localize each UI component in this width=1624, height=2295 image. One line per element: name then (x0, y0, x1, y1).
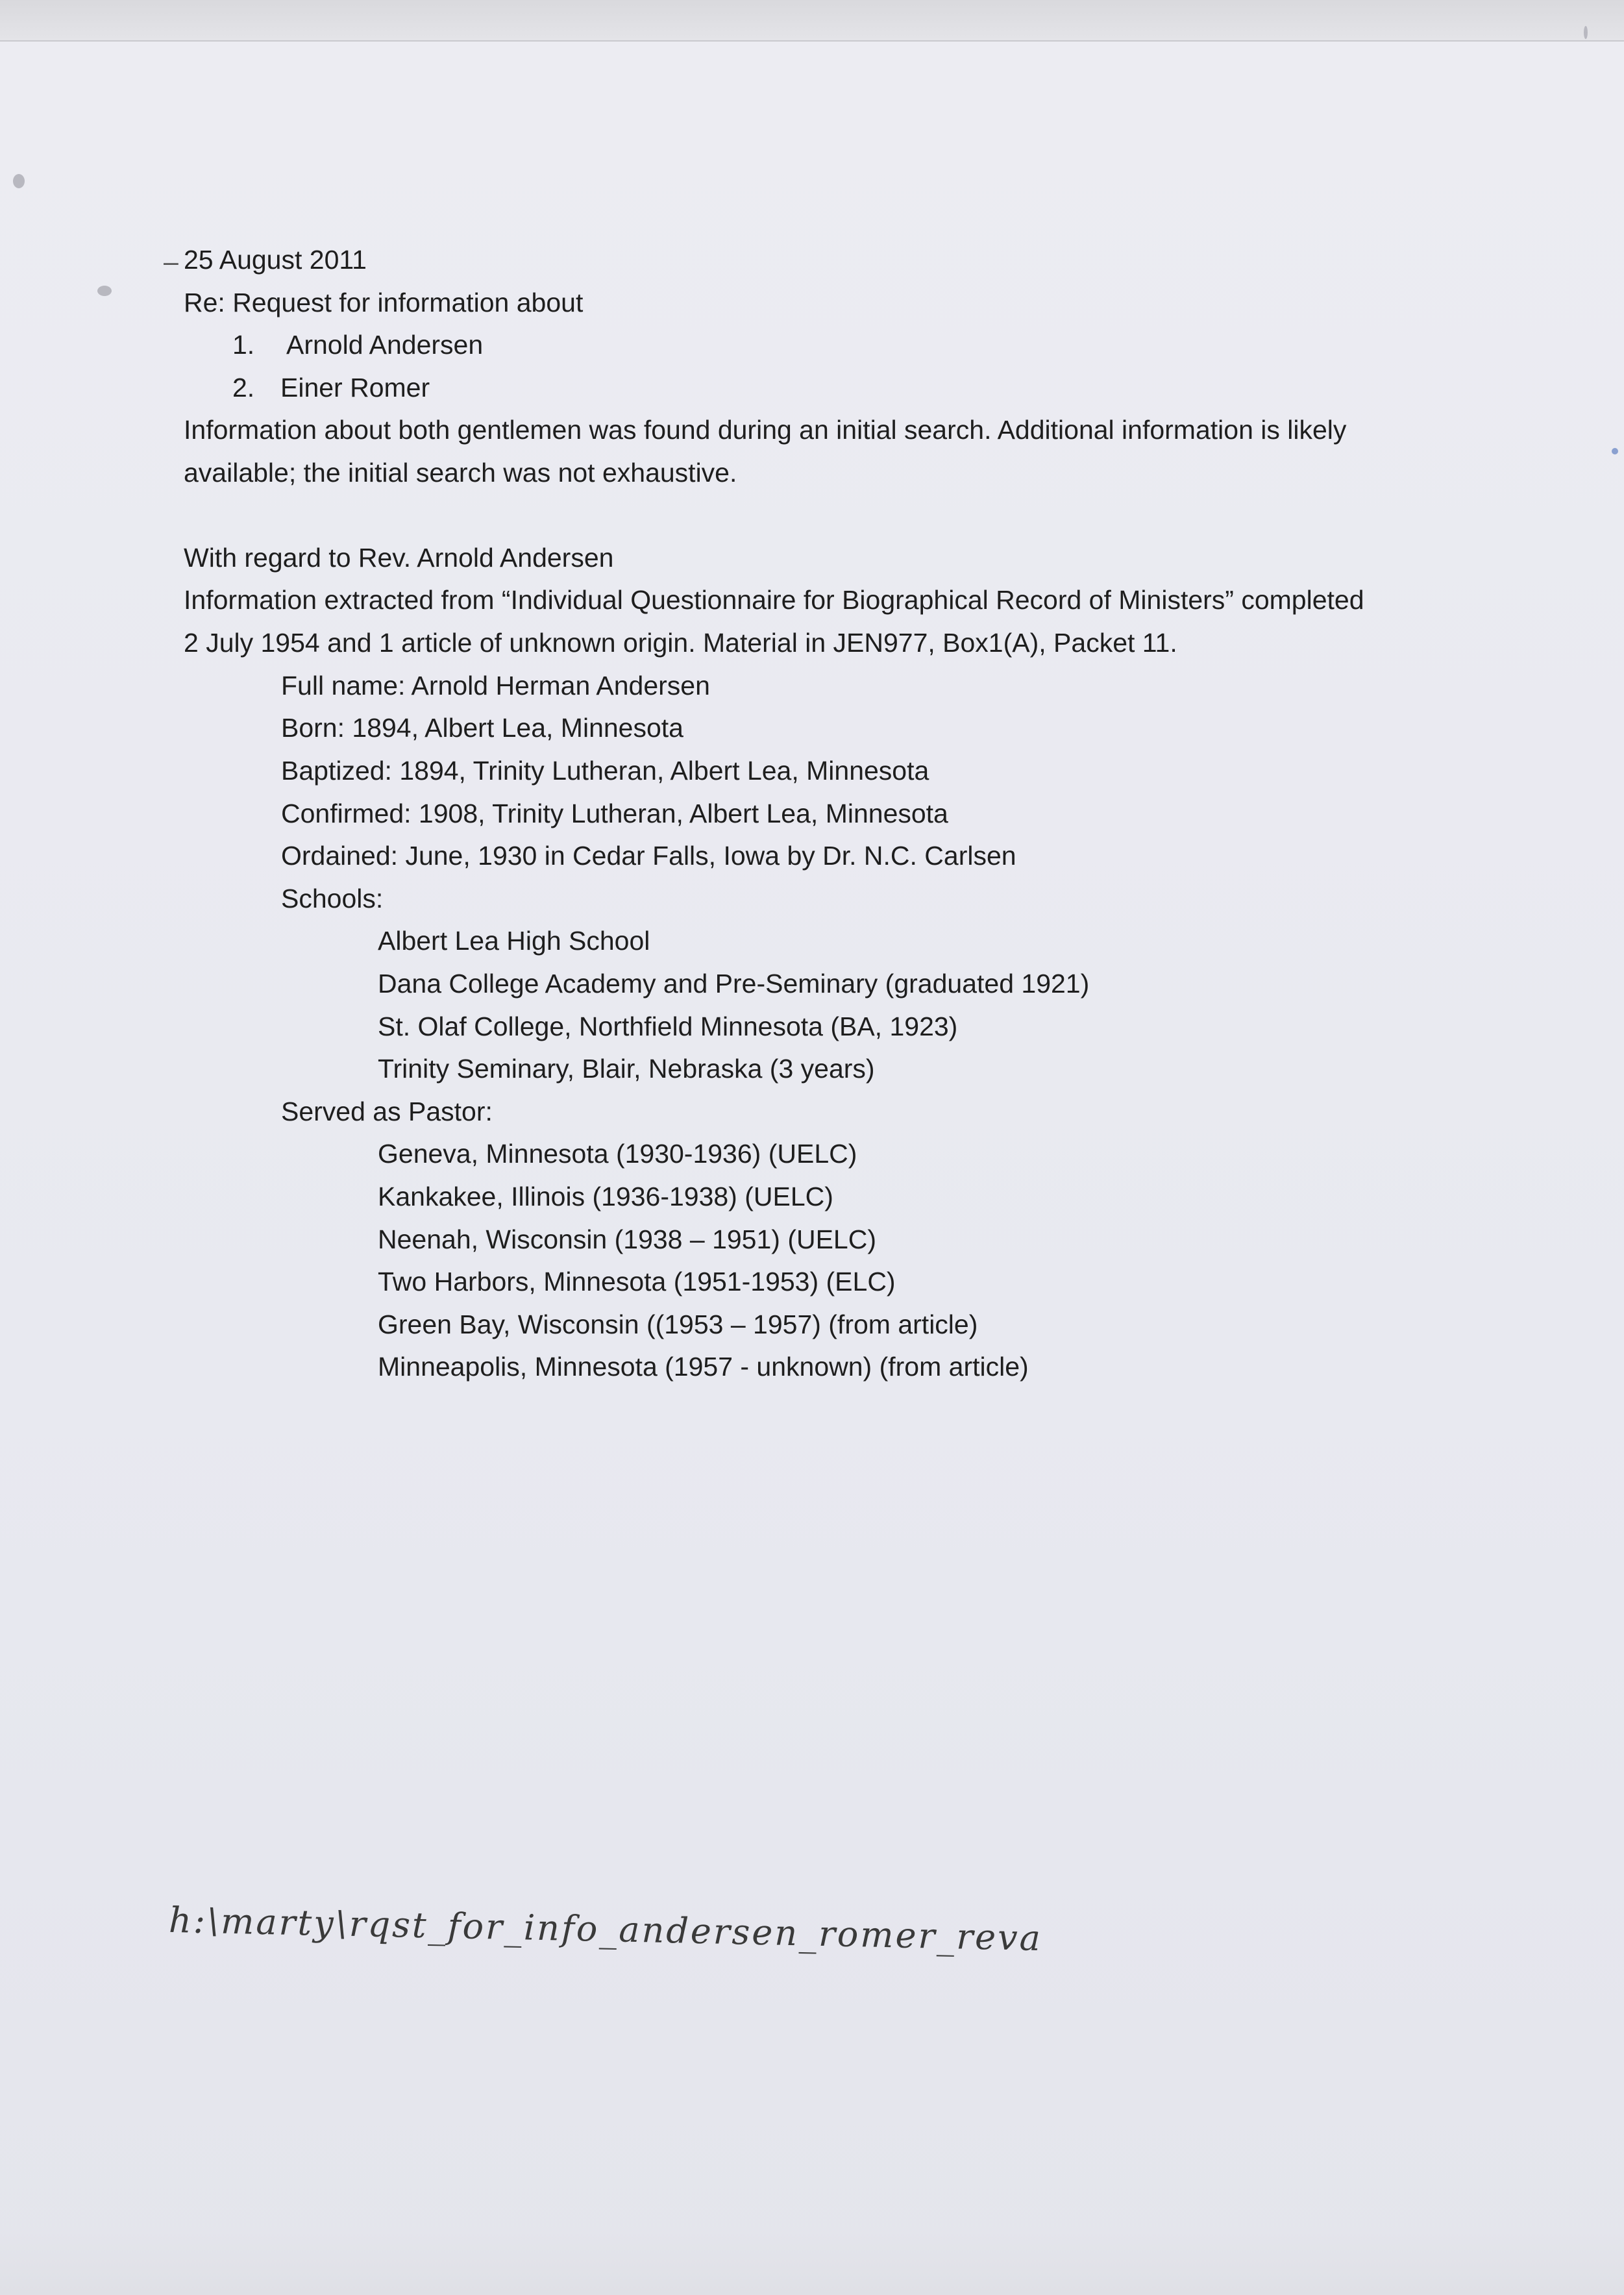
subject-name-2: Einer Romer (280, 373, 430, 403)
source-line-1: Information extracted from “Individual Questionnaire for Biographical Record of Ministers” completed (184, 585, 1364, 615)
intro-line-2: available; the initial search was not exhaustive. (184, 458, 737, 488)
scan-bottom-edge (0, 2230, 1624, 2295)
scan-top-edge (0, 0, 1624, 42)
subject-number-2: 2. (232, 373, 255, 403)
schools-label: Schools: (281, 884, 384, 913)
pastorate-item: Neenah, Wisconsin (1938 – 1951) (UELC) (378, 1224, 876, 1254)
school-item: Albert Lea High School (378, 926, 650, 956)
scan-speck (1584, 26, 1588, 39)
scan-speck (1612, 448, 1618, 454)
fact-confirmed: Confirmed: 1908, Trinity Lutheran, Albert Lea, Minnesota (281, 799, 948, 828)
scan-speck (13, 174, 25, 188)
fact-ordained: Ordained: June, 1930 in Cedar Falls, Iowa by Dr. N.C. Carlsen (281, 841, 1016, 871)
subject-name-1: Arnold Andersen (286, 330, 484, 360)
pastorate-item: Kankakee, Illinois (1936-1938) (UELC) (378, 1182, 833, 1211)
fact-full-name: Full name: Arnold Herman Andersen (281, 671, 710, 701)
handwritten-file-path: h:\marty\rqst_for_info_andersen_romer_reva (168, 1899, 1043, 1959)
scan-speck (97, 286, 112, 296)
pastorate-item: Minneapolis, Minnesota (1957 - unknown) (from article) (378, 1352, 1029, 1382)
pastorate-item: Green Bay, Wisconsin ((1953 – 1957) (from article) (378, 1309, 978, 1339)
re-line: Re: Request for information about (184, 288, 584, 317)
subject-number-1: 1. (232, 330, 255, 360)
regard-heading: With regard to Rev. Arnold Andersen (184, 543, 614, 573)
fact-baptized: Baptized: 1894, Trinity Lutheran, Albert Lea, Minnesota (281, 756, 929, 786)
pastorate-item: Geneva, Minnesota (1930-1936) (UELC) (378, 1139, 857, 1169)
pastor-label: Served as Pastor: (281, 1097, 493, 1126)
intro-line-1: Information about both gentlemen was found during an initial search. Additional information is likely (184, 415, 1347, 445)
letter-date: 25 August 2011 (184, 245, 367, 275)
fact-born: Born: 1894, Albert Lea, Minnesota (281, 713, 683, 743)
pastorate-item: Two Harbors, Minnesota (1951-1953) (ELC) (378, 1267, 896, 1296)
school-item: Dana College Academy and Pre-Seminary (graduated 1921) (378, 969, 1090, 999)
school-item: St. Olaf College, Northfield Minnesota (BA, 1923) (378, 1011, 958, 1041)
margin-mark: – (164, 247, 178, 277)
source-line-2: 2 July 1954 and 1 article of unknown origin. Material in JEN977, Box1(A), Packet 11. (184, 628, 1177, 658)
school-item: Trinity Seminary, Blair, Nebraska (3 years) (378, 1054, 875, 1084)
